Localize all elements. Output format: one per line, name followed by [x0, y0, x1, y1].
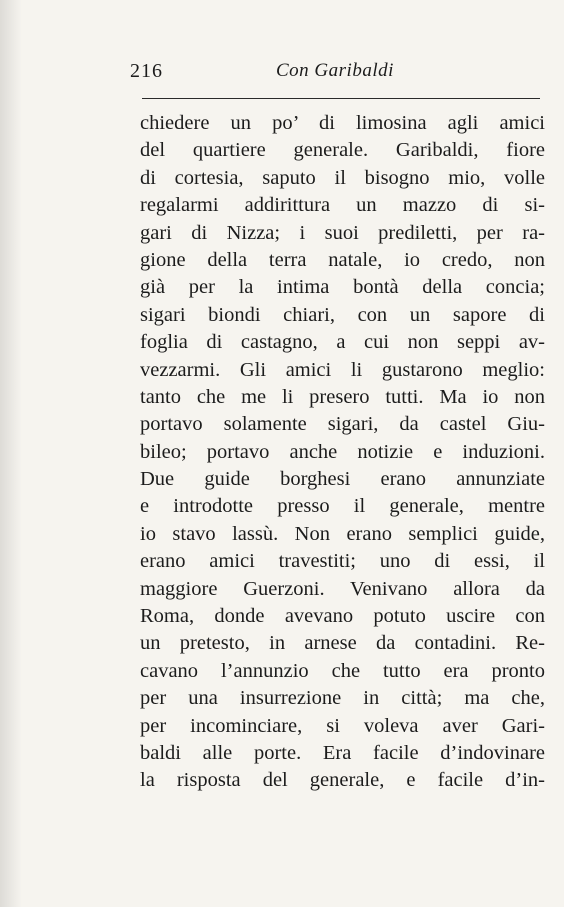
- text-line: chiedere un po’ di limosina agli amici: [140, 112, 545, 134]
- text-line: baldi alle porte. Era facile d’indovinare: [140, 741, 545, 764]
- text-line: bileo; portavo anche notizie e induzioni.: [140, 440, 545, 463]
- text-line: per una insurrezione in città; ma che,: [140, 687, 545, 710]
- text-line: io stavo lassù. Non erano semplici guide,: [140, 522, 545, 545]
- text-line: sigari biondi chiari, con un sapore di: [140, 303, 545, 326]
- text-line: maggiore Guerzoni. Venivano allora da: [140, 577, 545, 600]
- text-line: di cortesia, saputo il bisogno mio, volle: [140, 166, 545, 189]
- running-title: Con Garibaldi: [276, 60, 394, 81]
- text-line: Due guide borghesi erano annunziate: [140, 468, 545, 491]
- scan-edge-shadow: [0, 0, 22, 907]
- text-line: vezzarmi. Gli amici li gustarono meglio:: [140, 358, 545, 381]
- text-line: foglia di castagno, a cui non seppi av-: [140, 331, 545, 354]
- text-line: gione della terra natale, io credo, non: [140, 248, 545, 271]
- text-line: regalarmi addirittura un mazzo di si-: [140, 194, 545, 217]
- text-line: erano amici travestiti; uno di essi, il: [140, 550, 545, 573]
- page-number: 216: [130, 60, 163, 82]
- text-line: gari di Nizza; i suoi prediletti, per ra-: [140, 221, 545, 244]
- text-line: la risposta del generale, e facile d’in-: [140, 769, 545, 792]
- text-line: cavano l’annunzio che tutto era pronto: [140, 659, 545, 682]
- text-line: portavo solamente sigari, da castel Giu-: [140, 413, 545, 436]
- header-rule: [142, 98, 540, 99]
- text-line: per incominciare, si voleva aver Gari-: [140, 714, 545, 737]
- text-line: e introdotte presso il generale, mentre: [140, 495, 545, 518]
- body-text: [140, 110, 545, 795]
- text-line: un pretesto, in arnese da contadini. Re-: [140, 632, 545, 655]
- page-header: [130, 60, 540, 88]
- text-line: Roma, donde avevano potuto uscire con: [140, 605, 545, 628]
- text-line: tanto che me li presero tutti. Ma io non: [140, 385, 545, 408]
- text-line: del quartiere generale. Garibaldi, fiore: [140, 139, 545, 162]
- text-line: già per la intima bontà della concia;: [140, 276, 545, 299]
